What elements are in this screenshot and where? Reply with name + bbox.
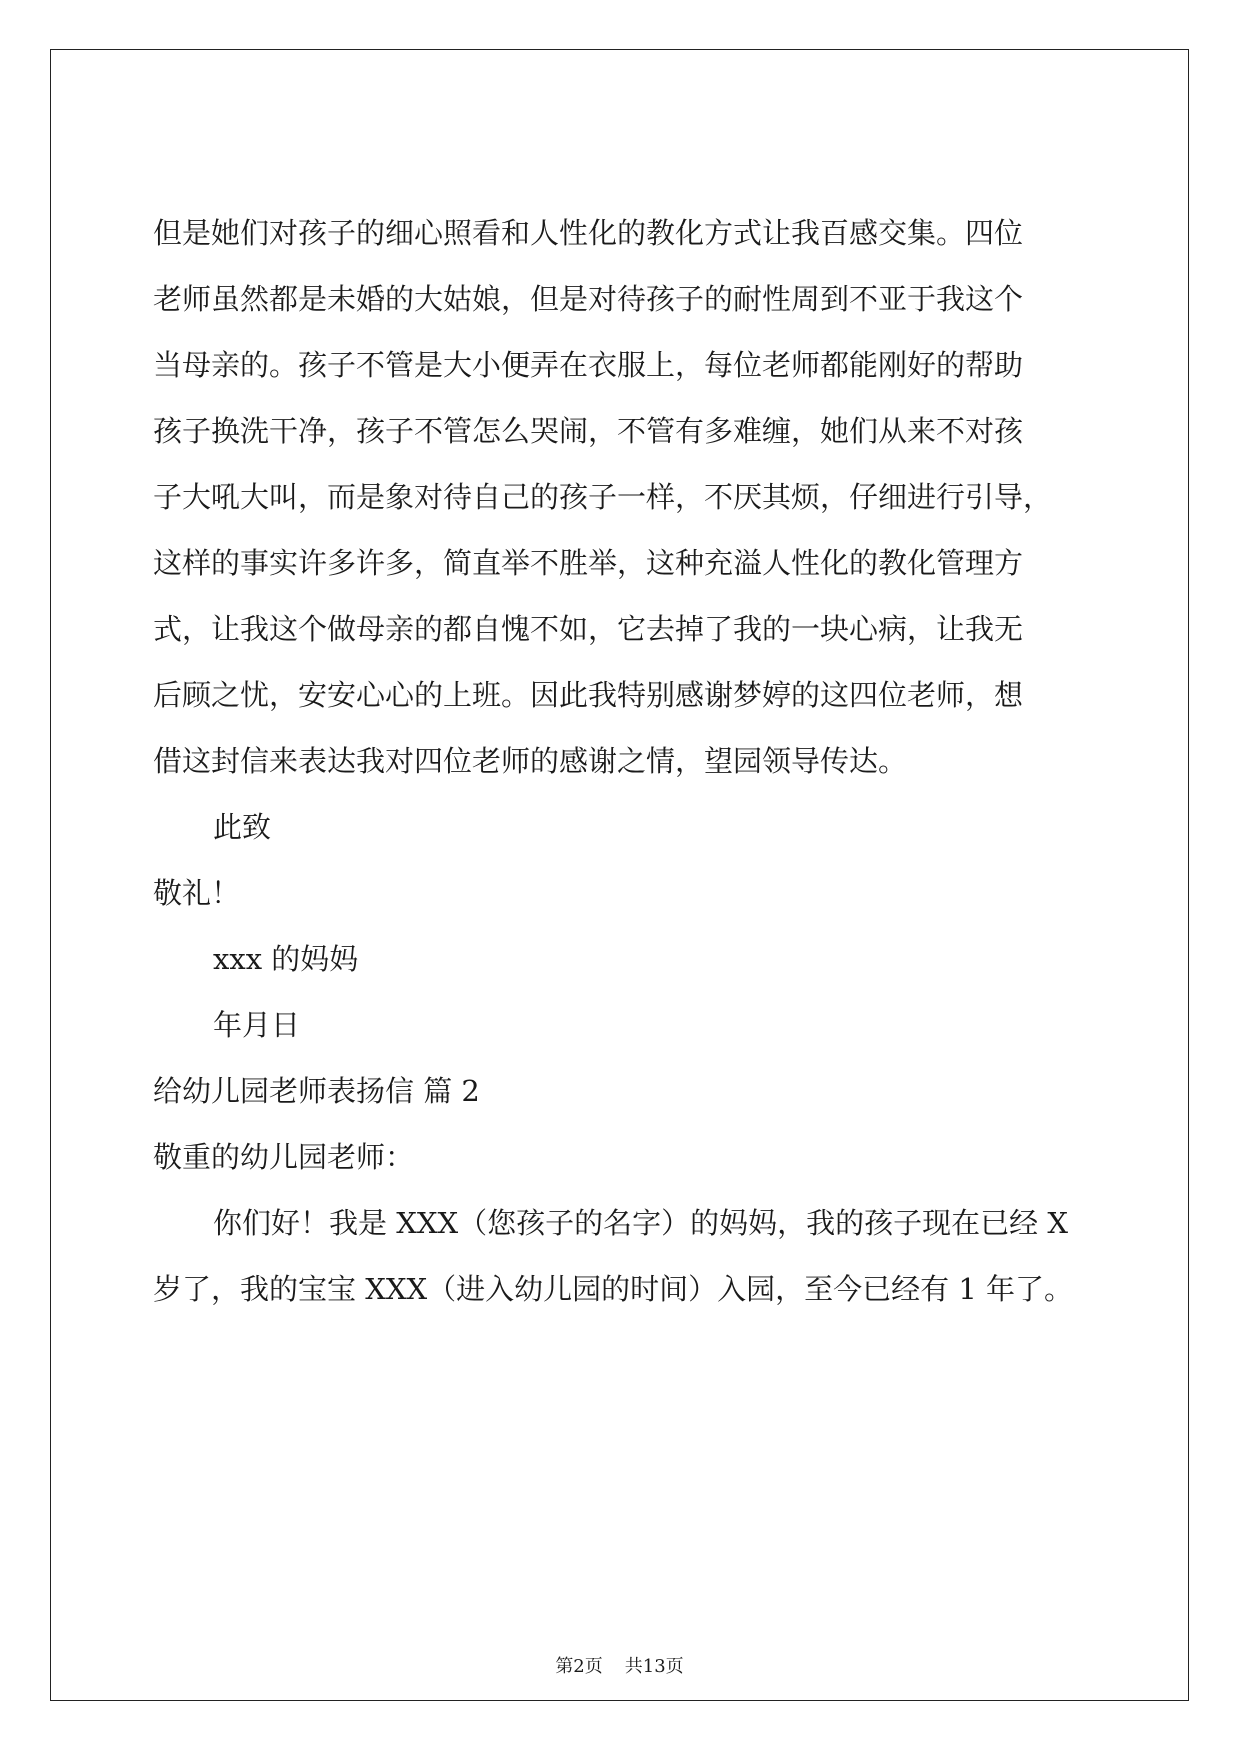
text-line: 孩子换洗干净，孩子不管怎么哭闹，不管有多难缠，她们从来不对孩 bbox=[153, 414, 1024, 448]
text-line: 借这封信来表达我对四位老师的感谢之情，望园领导传达。 bbox=[153, 744, 908, 778]
page-footer bbox=[51, 1652, 1188, 1678]
text-line: 你们好！我是 XXX（您孩子的名字）的妈妈，我的孩子现在已经 X bbox=[213, 1206, 1069, 1240]
letter-signature: xxx 的妈妈 bbox=[213, 942, 359, 976]
text-line: 但是她们对孩子的细心照看和人性化的教化方式让我百感交集。四位 bbox=[153, 216, 1024, 250]
page-total: 共13页 bbox=[624, 1656, 684, 1677]
text-line: 岁了，我的宝宝 XXX（进入幼儿园的时间）入园，至今已经有 1 年了。 bbox=[153, 1272, 1074, 1306]
text-line: 这样的事实许多许多，简直举不胜举，这种充溢人性化的教化管理方 bbox=[153, 546, 1024, 580]
letter-salute: 敬礼！ bbox=[153, 876, 241, 910]
page-number: 第2页 bbox=[555, 1656, 603, 1677]
document-body bbox=[153, 200, 1153, 1322]
letter-date: 年月日 bbox=[213, 1008, 301, 1042]
letter-greeting: 敬重的幼儿园老师： bbox=[153, 1140, 415, 1174]
text-line: 后顾之忧，安安心心的上班。因此我特别感谢梦婷的这四位老师，想 bbox=[153, 678, 1024, 712]
text-line: 当母亲的。孩子不管是大小便弄在衣服上，每位老师都能刚好的帮助 bbox=[153, 348, 1024, 382]
letter-closing: 此致 bbox=[213, 810, 272, 844]
document-page bbox=[50, 49, 1189, 1701]
text-line: 子大吼大叫，而是象对待自己的孩子一样，不厌其烦，仔细进行引导， bbox=[153, 480, 1053, 514]
section-title: 给幼儿园老师表扬信 篇 2 bbox=[153, 1074, 480, 1108]
text-line: 老师虽然都是未婚的大姑娘，但是对待孩子的耐性周到不亚于我这个 bbox=[153, 282, 1024, 316]
text-line: 式，让我这个做母亲的都自愧不如，它去掉了我的一块心病，让我无 bbox=[153, 612, 1024, 646]
